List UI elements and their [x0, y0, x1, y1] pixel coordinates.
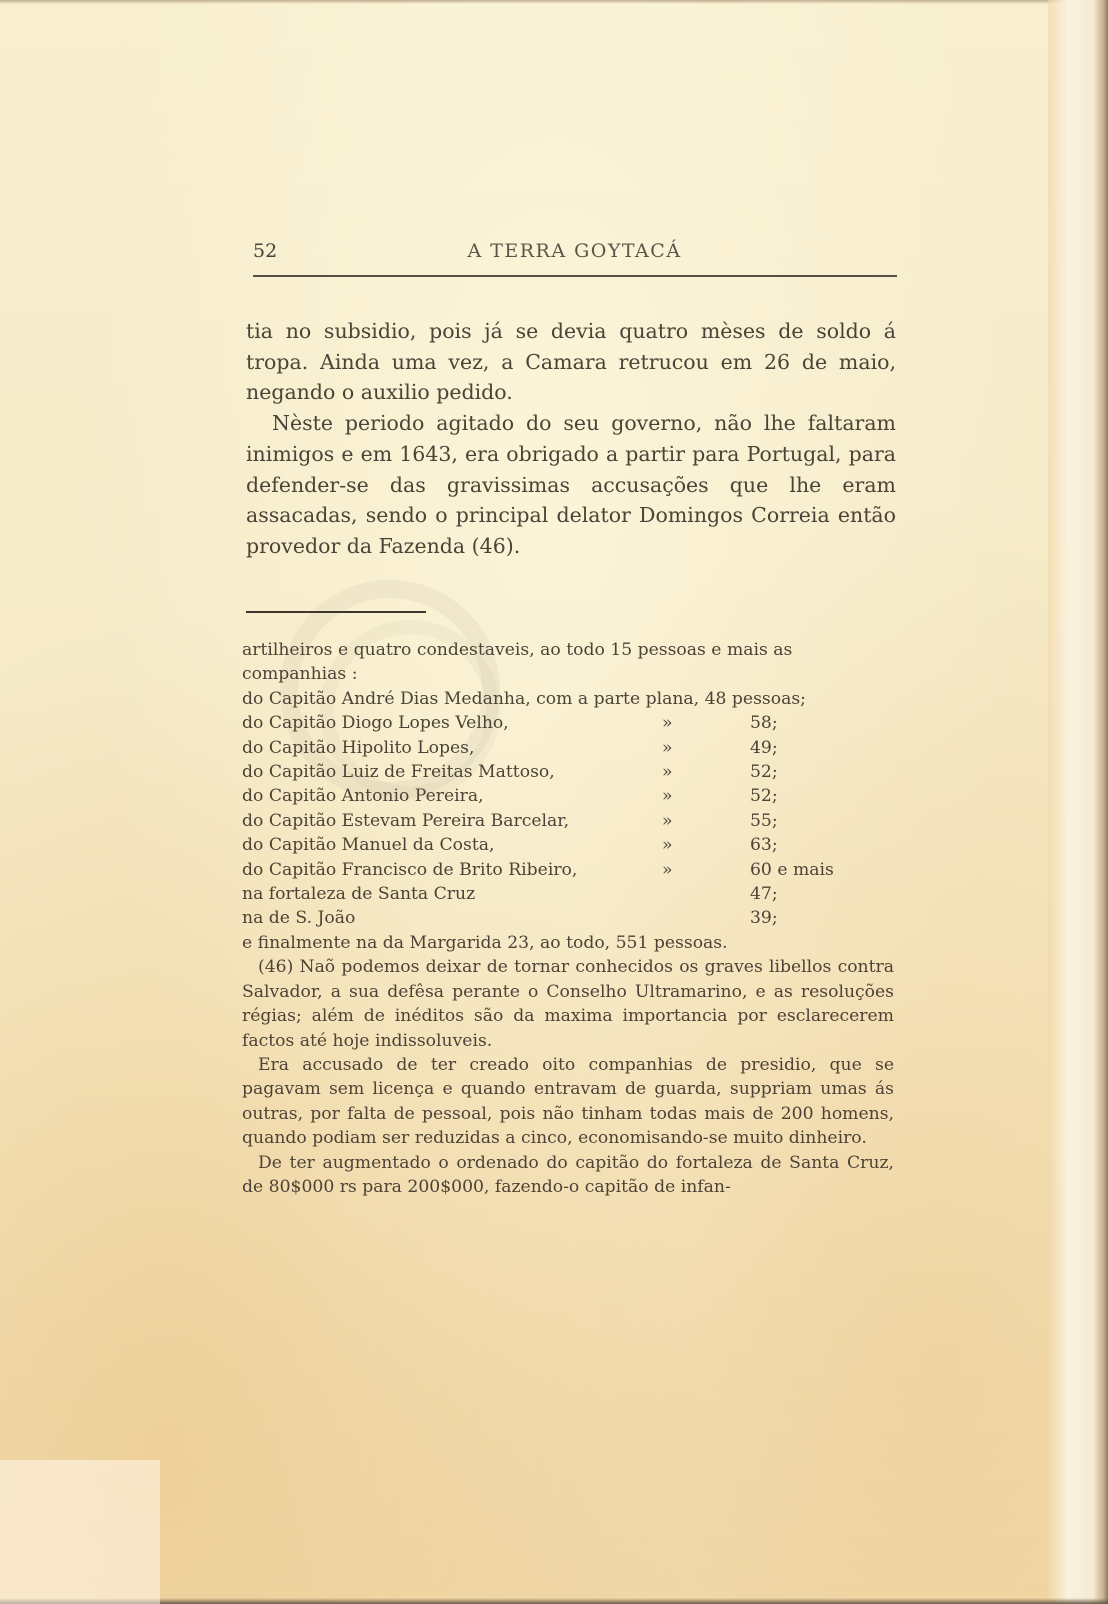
company-row	[242, 711, 894, 735]
company-name: do Capitão Manuel da Costa,	[242, 835, 495, 856]
company-name: na de S. João	[242, 908, 356, 929]
company-count: 63;	[750, 835, 778, 856]
company-row	[242, 736, 894, 760]
footnotes	[242, 638, 894, 1199]
ditto-mark: »	[662, 810, 673, 831]
company-count: 60 e mais	[750, 859, 834, 880]
footnote-line: companhias :	[242, 664, 358, 685]
page-binding-edge	[1048, 0, 1108, 1604]
page-number: 52	[253, 240, 278, 262]
ditto-mark	[662, 906, 750, 930]
company-row	[242, 882, 894, 906]
company-name: na fortaleza de Santa Cruz	[242, 884, 476, 905]
paper-stain	[0, 1460, 160, 1604]
company-count: 58;	[750, 713, 778, 734]
company-name: do Capitão Estevam Pereira Barcelar,	[242, 810, 570, 831]
ditto-mark: »	[662, 737, 673, 758]
company-count: 47;	[750, 884, 778, 905]
body-paragraph: Nèste periodo agitado do seu governo, não lhe faltaram inimigos e em 1643, era obrigado a partir para Portugal, para defender-se das gravissimas accusações que lhe eram assacadas, sendo o principal delator Domingos Correia então provedor da Fazenda (46).	[246, 411, 896, 558]
ditto-mark: »	[662, 762, 673, 783]
company-name: do Capitão Luiz de Freitas Mattoso,	[242, 762, 555, 783]
company-row	[242, 760, 894, 784]
running-title: A TERRA GOYTACÁ	[467, 240, 682, 262]
footnote-line: do Capitão André Dias Medanha, com a parte plana, 48 pessoas;	[242, 688, 806, 709]
ditto-mark: »	[662, 835, 673, 856]
company-row	[242, 858, 894, 882]
ditto-mark: »	[662, 859, 673, 880]
footnote-paragraph: Era accusado de ter creado oito companhias de presidio, que se pagavam sem licença e quando entravam de guarda, suppriam umas ás outras, por falta de pessoal, pois não tinham todas mais de 200 homens, quando podiam ser reduzidas a cinco, economisando-se muito dinheiro.	[242, 1054, 894, 1149]
ditto-mark: »	[662, 713, 673, 734]
company-count: 49;	[750, 737, 778, 758]
page-bottom-edge	[0, 1598, 1108, 1604]
company-row	[242, 906, 894, 930]
company-row	[242, 833, 894, 857]
company-row	[242, 809, 894, 833]
footnote-rule	[246, 611, 426, 613]
ditto-mark: »	[662, 786, 673, 807]
header-rule	[253, 275, 897, 277]
company-count: 39;	[750, 908, 778, 929]
company-name: do Capitão Hipolito Lopes,	[242, 737, 475, 758]
main-body-text	[246, 316, 896, 562]
company-count: 52;	[750, 762, 778, 783]
company-count: 55;	[750, 810, 778, 831]
footnote-46: (46) Naõ podemos deixar de tornar conhecidos os graves libellos contra Salvador, a sua defêsa perante o Conselho Ultramarino, e as resoluções régias; além de inéditos são da maxima importancia por esclarecerem factos até hoje indissoluveis.	[242, 957, 894, 1051]
company-row	[242, 784, 894, 808]
footnote-line: e finalmente na da Margarida 23, ao todo, 551 pessoas.	[242, 932, 728, 953]
company-count: 52;	[750, 786, 778, 807]
body-paragraph: tia no subsidio, pois já se devia quatro mèses de soldo á tropa. Ainda uma vez, a Camara retrucou em 26 de maio, negando o auxilio pedido.	[246, 319, 896, 405]
page-top-edge	[0, 0, 1108, 4]
ditto-mark	[662, 882, 750, 906]
footnote-paragraph: De ter augmentado o ordenado do capitão do fortaleza de Santa Cruz, de 80$000 rs para 200$000, fazendo-o capitão de infan-	[242, 1152, 894, 1197]
page-header	[253, 236, 896, 266]
company-name: do Capitão Antonio Pereira,	[242, 786, 484, 807]
footnote-line: artilheiros e quatro condestaveis, ao todo 15 pessoas e mais as	[242, 640, 793, 660]
company-name: do Capitão Diogo Lopes Velho,	[242, 713, 509, 734]
company-name: do Capitão Francisco de Brito Ribeiro,	[242, 859, 578, 880]
